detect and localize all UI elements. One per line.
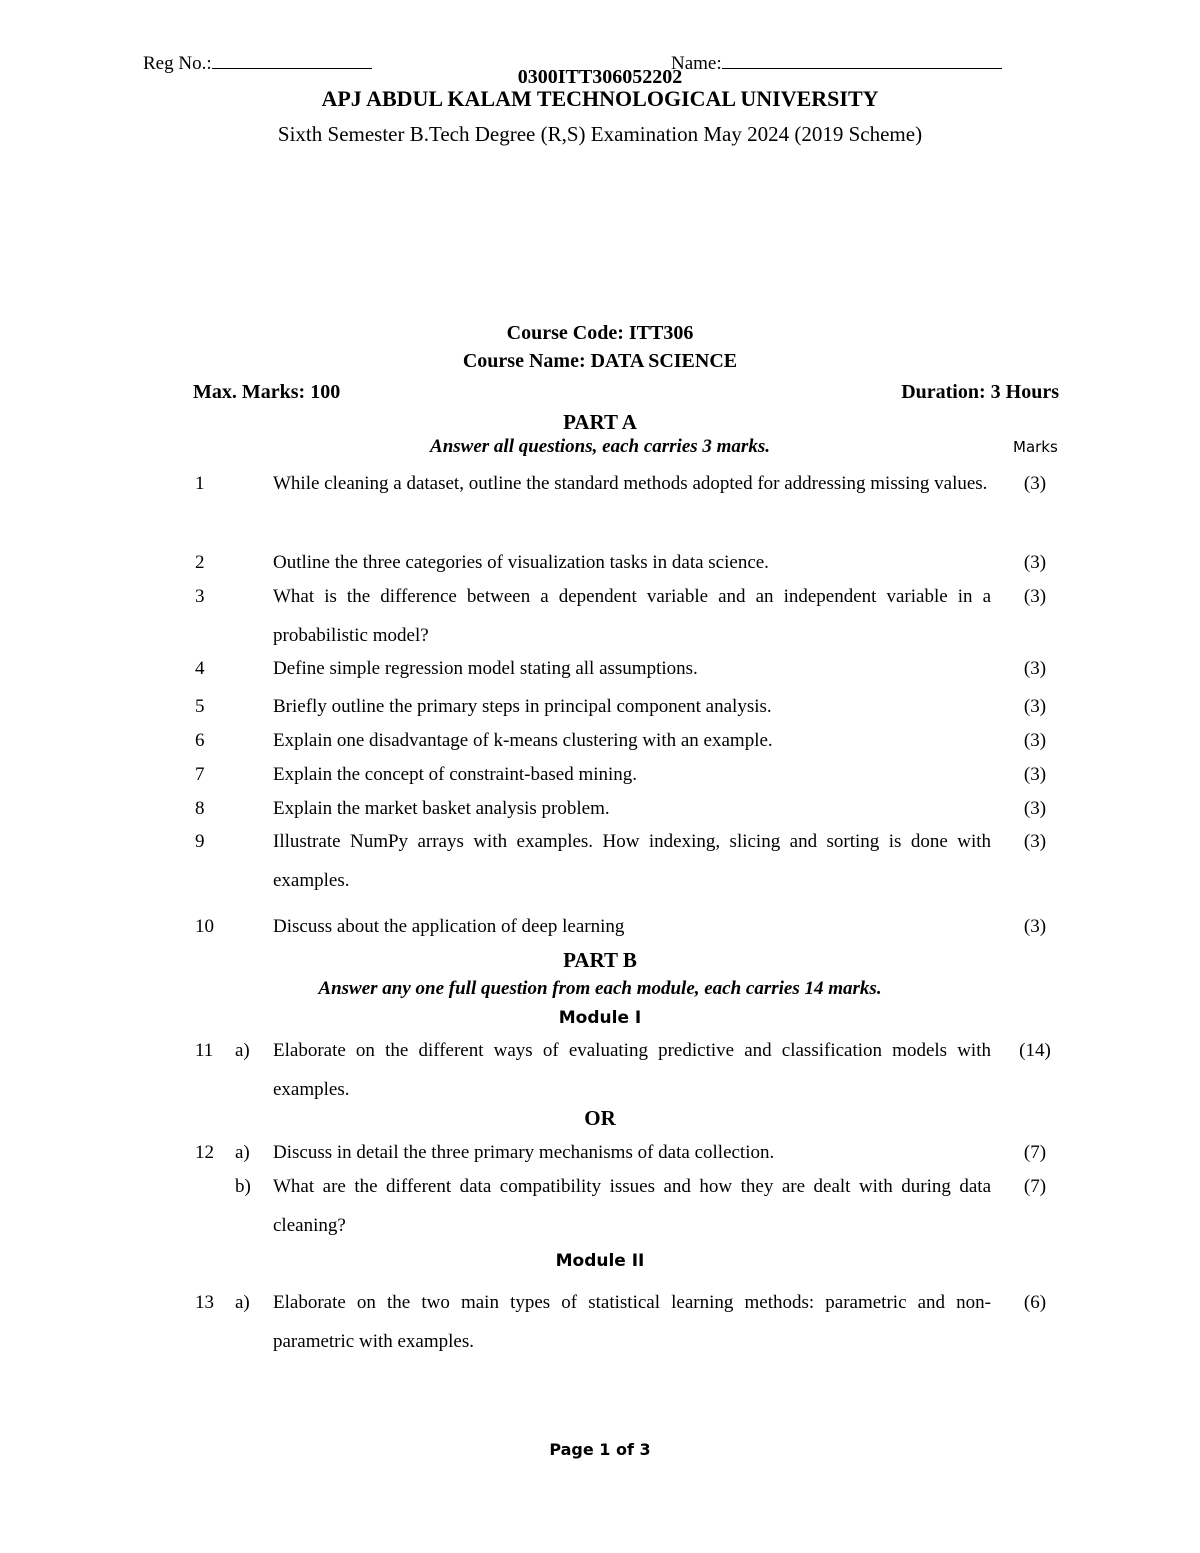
question-subpart: a)	[235, 1040, 250, 1061]
question-text: Explain the market basket analysis problem.	[273, 798, 610, 819]
question-subpart: a)	[235, 1142, 250, 1163]
part-b-instruction: Answer any one full question from each module, each carries 14 marks.	[318, 978, 882, 999]
question-marks: (3)	[1023, 473, 1047, 494]
question-text: Discuss in detail the three primary mechanisms of data collection.	[273, 1142, 775, 1163]
question-number: 1	[195, 473, 205, 494]
part-a-title: PART A	[563, 410, 637, 434]
question-number: 3	[195, 586, 205, 607]
question-marks: (3)	[1023, 916, 1047, 937]
part-a-instruction: Answer all questions, each carries 3 marks.	[430, 436, 770, 457]
course-code: Course Code: ITT306	[506, 322, 694, 344]
question-text: Outline the three categories of visualization tasks in data science.	[273, 552, 769, 573]
or-separator: OR	[584, 1106, 616, 1130]
university-name: APJ ABDUL KALAM TECHNOLOGICAL UNIVERSITY	[321, 86, 879, 111]
question-number: 6	[195, 730, 205, 751]
page-number: Page 1 of 3	[549, 1440, 651, 1459]
question-text: Elaborate on the different ways of evaluating predictive and classification models with examples.	[273, 1040, 991, 1100]
question-number: 7	[195, 764, 205, 785]
question-text: Elaborate on the two main types of statistical learning methods: parametric and non-parametric with examples.	[273, 1292, 991, 1352]
module-2-heading: Module II	[555, 1251, 645, 1271]
question-text: Briefly outline the primary steps in principal component analysis.	[273, 696, 772, 717]
question-number: 2	[195, 552, 205, 573]
question-number: 11	[195, 1040, 214, 1061]
question-marks: (3)	[1023, 586, 1047, 607]
duration: Duration: 3 Hours	[901, 381, 1059, 403]
paper-code: 0300ITT306052202	[517, 66, 683, 88]
question-text: Define simple regression model stating all assumptions.	[273, 658, 698, 679]
question-text: Explain one disadvantage of k-means clustering with an example.	[273, 730, 773, 751]
question-marks: (6)	[1023, 1292, 1047, 1313]
question-marks: (3)	[1023, 658, 1047, 679]
question-marks: (3)	[1023, 798, 1047, 819]
question-marks: (3)	[1023, 696, 1047, 717]
question-marks: (7)	[1023, 1176, 1047, 1197]
question-text: While cleaning a dataset, outline the standard methods adopted for addressing missing values.	[273, 473, 988, 494]
question-marks: (3)	[1023, 730, 1047, 751]
question-subpart: b)	[235, 1176, 251, 1197]
reg-no-label: Reg No.:	[143, 53, 212, 74]
question-number: 12	[195, 1142, 214, 1163]
question-number: 10	[195, 916, 214, 937]
marks-column-label: Marks	[1013, 438, 1058, 456]
max-marks: Max. Marks: 100	[193, 381, 341, 403]
question-subpart: a)	[235, 1292, 250, 1313]
question-text: Illustrate NumPy arrays with examples. How indexing, slicing and sorting is done with examples.	[273, 831, 991, 891]
module-1-heading: Module I	[558, 1008, 642, 1028]
question-number: 9	[195, 831, 205, 852]
question-text: What are the different data compatibility issues and how they are dealt with during data cleaning?	[273, 1176, 991, 1236]
question-marks: (7)	[1023, 1142, 1047, 1163]
question-text: What is the difference between a dependent variable and an independent variable in a probabilistic model?	[273, 586, 991, 646]
question-text: Discuss about the application of deep learning	[273, 916, 625, 937]
part-b-title: PART B	[563, 948, 637, 972]
name-label: Name:	[671, 53, 722, 74]
question-marks: (14)	[1019, 1040, 1051, 1061]
question-number: 4	[195, 658, 205, 679]
question-text: Explain the concept of constraint-based mining.	[273, 764, 638, 785]
question-marks: (3)	[1023, 552, 1047, 573]
question-number: 5	[195, 696, 205, 717]
question-number: 13	[195, 1292, 214, 1313]
question-marks: (3)	[1023, 831, 1047, 852]
question-number: 8	[195, 798, 205, 819]
course-name: Course Name: DATA SCIENCE	[462, 350, 738, 372]
exam-title: Sixth Semester B.Tech Degree (R,S) Examination May 2024 (2019 Scheme)	[277, 122, 923, 146]
question-marks: (3)	[1023, 764, 1047, 785]
